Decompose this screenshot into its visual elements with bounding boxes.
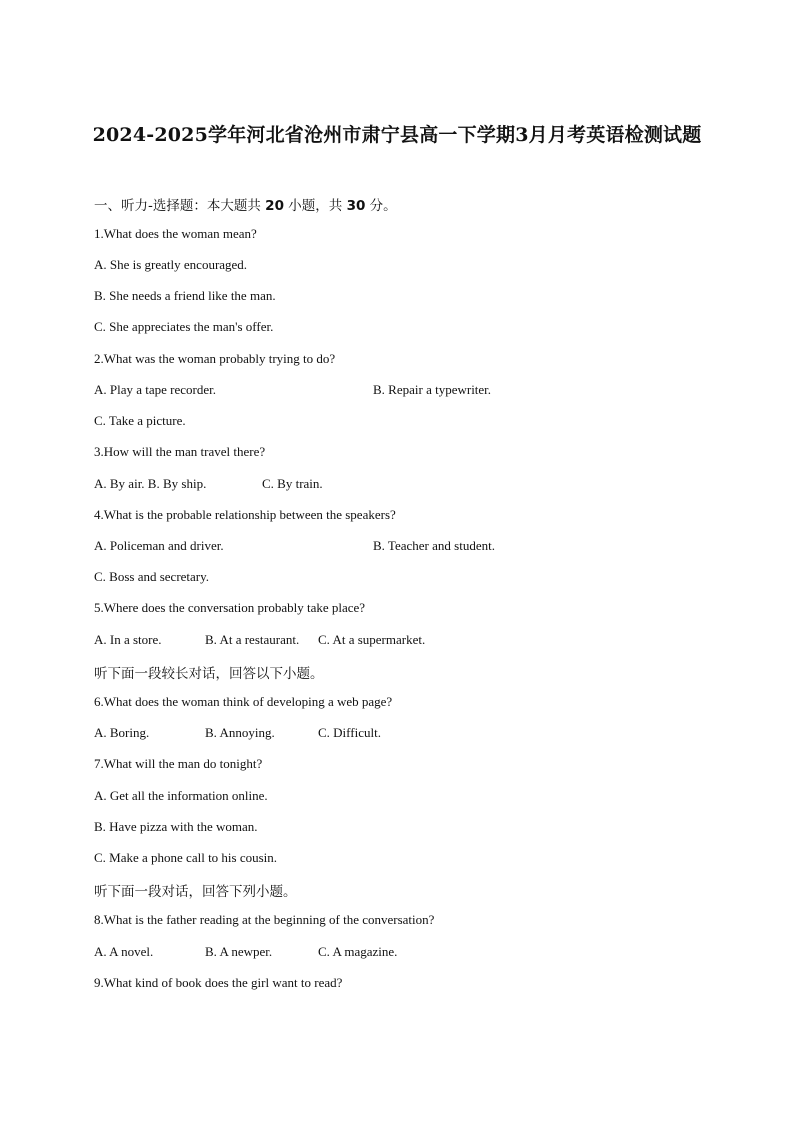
question-1: 1.What does the woman mean? [94, 226, 257, 241]
section-heading-suffix: 分。 [365, 198, 397, 214]
question-4: 4.What is the probable relationship between the speakers? [94, 507, 396, 522]
option-5c: C. At a supermarket. [318, 632, 426, 647]
option-6a: A. Boring. [94, 725, 150, 740]
option-3c: C. By train. [262, 476, 323, 491]
option-1b: B. She needs a friend like the man. [94, 288, 276, 303]
listening-note-1: 听下面一段较长对话，回答以下小题。 [94, 666, 324, 682]
option-8b: B. A newper. [205, 944, 273, 959]
option-3ab: A. By air. B. By ship. [94, 476, 207, 491]
option-2b: B. Repair a typewriter. [373, 382, 492, 397]
option-1c: C. She appreciates the man's offer. [94, 319, 274, 334]
option-2c: C. Take a picture. [94, 413, 186, 428]
option-6b: B. Annoying. [205, 725, 275, 740]
question-count: 20 [265, 198, 284, 214]
page-title: 2024-2025学年河北省沧州市肃宁县高一下学期3月月考英语检测试题 [92, 124, 702, 146]
option-7c: C. Make a phone call to his cousin. [94, 850, 278, 865]
option-4b: B. Teacher and student. [373, 538, 495, 553]
question-8: 8.What is the father reading at the beginning of the conversation? [94, 912, 435, 927]
total-score: 30 [346, 198, 366, 214]
question-3: 3.How will the man travel there? [94, 444, 266, 459]
option-7a: A. Get all the information online. [94, 788, 268, 803]
option-1a: A. She is greatly encouraged. [94, 257, 248, 272]
question-5: 5.Where does the conversation probably take place? [94, 600, 366, 615]
option-8c: C. A magazine. [318, 944, 398, 959]
option-6c: C. Difficult. [318, 725, 381, 740]
section-heading-prefix: 一、听力-选择题：本大题共 [94, 198, 266, 214]
option-7b: B. Have pizza with the woman. [94, 819, 258, 834]
question-2: 2.What was the woman probably trying to do? [94, 351, 336, 366]
section-heading-middle: 小题，共 [283, 198, 347, 214]
option-4a: A. Policeman and driver. [94, 538, 224, 553]
option-4c: C. Boss and secretary. [94, 569, 210, 584]
section-heading [94, 194, 397, 214]
option-8a: A. A novel. [94, 944, 154, 959]
question-7: 7.What will the man do tonight? [94, 756, 263, 771]
option-5b: B. At a restaurant. [205, 632, 300, 647]
listening-note-2: 听下面一段对话，回答下列小题。 [94, 884, 297, 900]
option-2a: A. Play a tape recorder. [94, 382, 217, 397]
question-9: 9.What kind of book does the girl want to read? [94, 975, 343, 990]
question-6: 6.What does the woman think of developing a web page? [94, 694, 393, 709]
option-5a: A. In a store. [94, 632, 162, 647]
